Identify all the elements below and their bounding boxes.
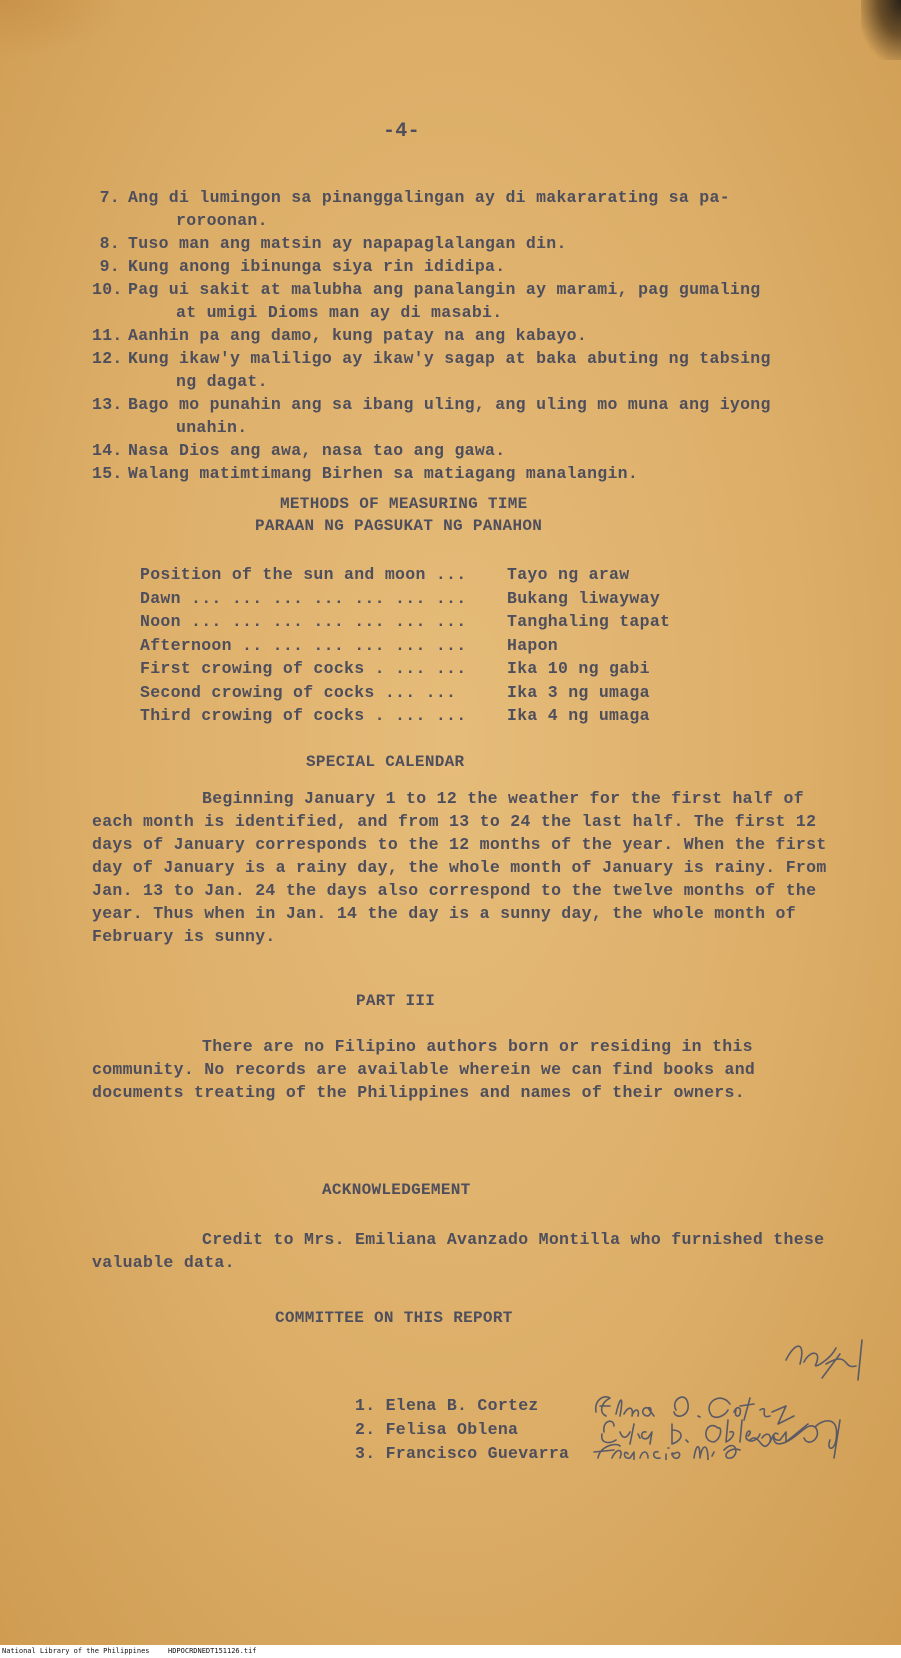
handwritten-signatures bbox=[590, 1320, 890, 1460]
list-item bbox=[92, 462, 771, 485]
paragraph-text: There are no Filipino authors born or residing in this community. No records are available wherein we can find books and documents treating of the Philippines and names of their owners. bbox=[92, 1037, 756, 1102]
item-number: 14. bbox=[92, 441, 123, 460]
list-item bbox=[92, 278, 771, 324]
committee-member: 3. Francisco Guevarra bbox=[355, 1444, 570, 1463]
row-label: Second crowing of cocks ... ... bbox=[140, 682, 457, 702]
row-value: Tayo ng araw bbox=[507, 565, 630, 584]
section-heading-part-three: PART III bbox=[356, 992, 436, 1010]
item-number: 11. bbox=[92, 326, 123, 345]
row-value: Ika 4 ng umaga bbox=[507, 706, 650, 725]
signature-elena-cortez bbox=[596, 1397, 794, 1424]
item-number: 10. bbox=[92, 280, 123, 299]
item-text-continued: ng dagat. bbox=[176, 372, 268, 391]
table-row bbox=[140, 610, 700, 634]
list-item bbox=[92, 232, 771, 255]
item-number: 15. bbox=[92, 464, 123, 483]
table-row bbox=[140, 704, 700, 728]
scan-footer bbox=[0, 1645, 901, 1658]
list-item bbox=[92, 439, 771, 462]
section-heading-paraan: PARAAN NG PAGSUKAT NG PANAHON bbox=[255, 517, 543, 535]
item-text-continued: roroonan. bbox=[176, 211, 268, 230]
item-number: 9. bbox=[99, 257, 120, 276]
file-name: HDPOCRDNEDT151126.tif bbox=[168, 1647, 257, 1655]
page-number: -4- bbox=[383, 120, 420, 143]
row-value: Tanghaling tapat bbox=[507, 612, 671, 631]
table-row bbox=[140, 634, 700, 658]
paper-stain bbox=[0, 0, 120, 60]
item-text: Pag ui sakit at malubha ang panalangin ay marami, pag gumaling bbox=[128, 280, 761, 299]
item-text: Nasa Dios ang awa, nasa tao ang gawa. bbox=[128, 441, 506, 460]
committee-member: 1. Elena B. Cortez bbox=[355, 1396, 539, 1415]
section-heading-calendar: SPECIAL CALENDAR bbox=[306, 753, 465, 771]
row-label: Third crowing of cocks . ... ... bbox=[140, 706, 467, 725]
item-number: 12. bbox=[92, 349, 123, 368]
item-text-continued: at umigi Dioms man ay di masabi. bbox=[176, 303, 503, 322]
list-item bbox=[92, 393, 771, 439]
item-text: Walang matimtimang Birhen sa matiagang manalangin. bbox=[128, 464, 639, 483]
item-text: Kung anong ibinunga siya rin ididipa. bbox=[128, 257, 506, 276]
paragraph-text: Beginning January 1 to 12 the weather for the first half of each month is identified, and from 13 to 24 the last half. The first 12 days of January corresponds to the 12 months of the year. When the first day of January is a rainy day, the whole month of January is rainy. From Jan. 13 to Jan. 24 the days also correspond to the twelve months of the year. Thus when in Jan. 14 the day is a sunny day, the whole month of February is sunny. bbox=[92, 789, 827, 946]
table-row bbox=[140, 563, 700, 587]
section-heading-methods: METHODS OF MEASURING TIME bbox=[280, 495, 528, 513]
item-text: Bago mo punahin ang sa ibang uling, ang uling mo muna ang iyong bbox=[128, 395, 771, 414]
table-row bbox=[140, 681, 700, 705]
row-value: Bukang liwayway bbox=[507, 588, 661, 608]
proverb-list bbox=[92, 186, 771, 485]
item-text-continued: unahin. bbox=[176, 418, 248, 437]
row-label: First crowing of cocks . ... ... bbox=[140, 659, 467, 678]
table-row bbox=[140, 587, 700, 611]
calendar-paragraph bbox=[92, 787, 832, 948]
paragraph-text: Credit to Mrs. Emiliana Avanzado Montilla who furnished these valuable data. bbox=[92, 1230, 825, 1272]
section-heading-acknowledgement: ACKNOWLEDGEMENT bbox=[322, 1181, 471, 1199]
row-label: Noon ... ... ... ... ... ... ... bbox=[140, 612, 467, 631]
section-heading-committee: COMMITTEE ON THIS REPORT bbox=[275, 1309, 513, 1327]
list-item bbox=[92, 186, 771, 232]
paper-torn-corner bbox=[861, 0, 901, 60]
signature-felisa-oblena bbox=[602, 1420, 808, 1444]
committee-list bbox=[355, 1394, 569, 1466]
item-text: Aanhin pa ang damo, kung patay na ang kabayo. bbox=[128, 326, 588, 345]
item-text: Kung ikaw'y maliligo ay ikaw'y sagap at baka abuting ng tabsing bbox=[128, 349, 771, 368]
item-number: 13. bbox=[92, 395, 123, 414]
time-table bbox=[140, 563, 700, 728]
row-value: Hapon bbox=[507, 635, 559, 655]
acknowledgement-paragraph bbox=[92, 1228, 832, 1274]
item-text: Tuso man ang matsin ay napapaglalangan din. bbox=[128, 234, 567, 253]
item-number: 7. bbox=[99, 188, 120, 207]
signature-flourish bbox=[786, 1340, 862, 1380]
item-number: 8. bbox=[99, 234, 120, 253]
table-row bbox=[140, 657, 700, 681]
row-label: Position of the sun and moon ... bbox=[140, 565, 467, 584]
list-item bbox=[92, 324, 771, 347]
list-item bbox=[92, 347, 771, 393]
item-text: Ang di lumingon sa pinanggalingan ay di makararating sa pa- bbox=[128, 188, 730, 207]
committee-member: 2. Felisa Oblena bbox=[355, 1420, 519, 1439]
row-label: Dawn ... ... ... ... ... ... ... bbox=[140, 588, 467, 608]
part-three-paragraph bbox=[92, 1035, 832, 1104]
row-label: Afternoon .. ... ... ... ... ... bbox=[140, 635, 467, 655]
row-value: Ika 10 ng gabi bbox=[507, 659, 650, 678]
list-item bbox=[92, 255, 771, 278]
row-value: Ika 3 ng umaga bbox=[507, 682, 650, 702]
library-credit: National Library of the Philippines bbox=[2, 1647, 150, 1655]
